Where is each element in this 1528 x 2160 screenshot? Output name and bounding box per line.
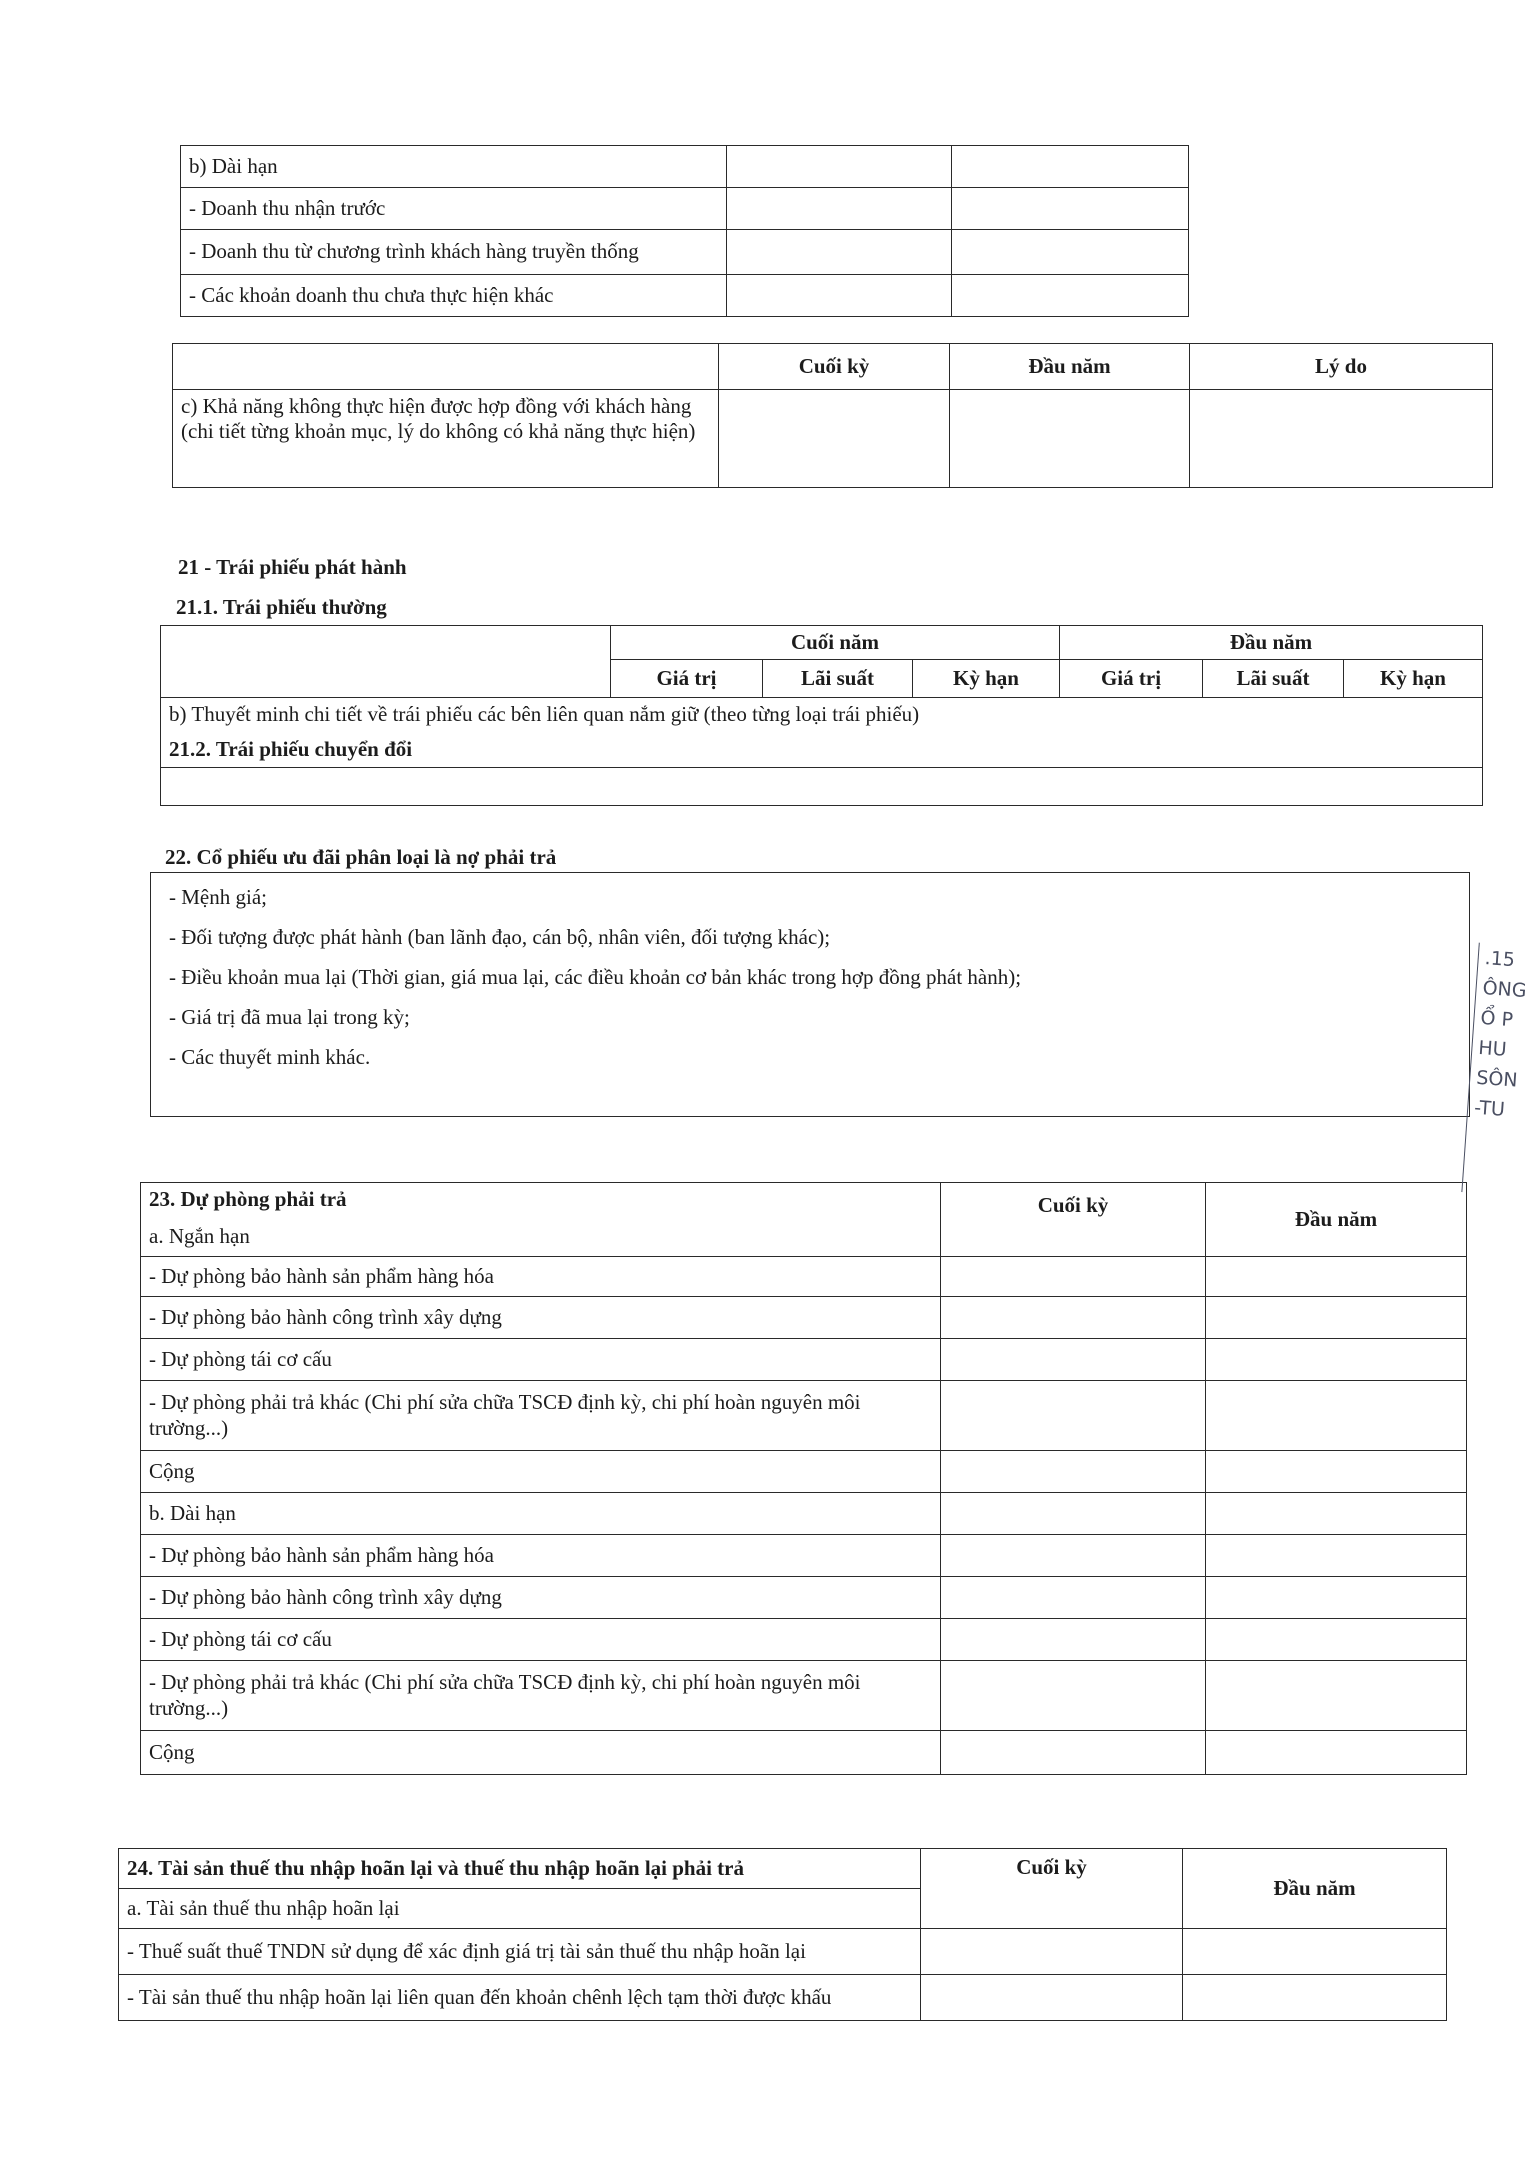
- row-label: Cộng: [141, 1731, 941, 1775]
- section-21-2-title: 21.2. Trái phiếu chuyển đổi: [161, 731, 1483, 767]
- table-row: [141, 1577, 1467, 1619]
- list-item: - Giá trị đã mua lại trong kỳ;: [169, 1005, 410, 1029]
- table-header-row: [141, 1183, 1467, 1217]
- row-label: - Các khoản doanh thu chưa thực hiện khác: [181, 275, 727, 317]
- partial-stamp: .15 ÔNG Ổ P HU SÔN -TU: [1461, 943, 1528, 1198]
- table-row: [141, 1297, 1467, 1339]
- provisions-table: [140, 1182, 1467, 1775]
- row-label: b) Dài hạn: [181, 146, 727, 188]
- row-label: - Dự phòng bảo hành công trình xây dựng: [141, 1297, 941, 1339]
- list-item: - Đối tượng được phát hành (ban lãnh đạo, cán bộ, nhân viên, đối tượng khác);: [169, 925, 831, 949]
- column-header-end: Cuối kỳ: [941, 1183, 1206, 1257]
- row-label: - Thuế suất thuế TNDN sử dụng để xác định giá trị tài sản thuế thu nhập hoãn lại: [119, 1929, 921, 1975]
- row-label: c) Khả năng không thực hiện được hợp đồng với khách hàng (chi tiết từng khoản mục, lý do không có khả năng thực hiện): [173, 390, 719, 488]
- row-label: b. Dài hạn: [141, 1493, 941, 1535]
- section-23-title: 23. Dự phòng phải trả: [141, 1183, 941, 1217]
- table-row: [173, 390, 1493, 488]
- table-header-row: [161, 660, 1483, 698]
- table-header-row: [161, 626, 1483, 660]
- row-label: - Doanh thu nhận trước: [181, 188, 727, 230]
- column-header-end: Cuối kỳ: [719, 344, 950, 390]
- long-term-unearned-revenue-table: [180, 145, 1189, 317]
- table-row: [181, 230, 1189, 275]
- col-rate: Lãi suất: [763, 660, 913, 698]
- column-header-start: Đầu năm: [1206, 1183, 1467, 1257]
- table-row: [141, 1731, 1467, 1775]
- column-header-reason: Lý do: [1190, 344, 1493, 390]
- col-rate: Lãi suất: [1203, 660, 1344, 698]
- table-header-row: [173, 344, 1493, 390]
- col-value: Giá trị: [611, 660, 763, 698]
- table-header-row: [119, 1849, 1447, 1889]
- column-header-end: Cuối kỳ: [921, 1849, 1183, 1929]
- table-row: [141, 1381, 1467, 1451]
- col-term: Kỳ hạn: [913, 660, 1060, 698]
- row-label: - Dự phòng phải trả khác (Chi phí sửa chữa TSCĐ định kỳ, chi phí hoàn nguyên môi trường...): [141, 1661, 941, 1731]
- section-21-1-title: 21.1. Trái phiếu thường: [176, 595, 387, 619]
- section-21-title: 21 - Trái phiếu phát hành: [178, 555, 407, 579]
- section-22-title: 22. Cổ phiếu ưu đãi phân loại là nợ phải trả: [165, 845, 557, 869]
- table-row: [119, 1975, 1447, 2021]
- group-header-end: Cuối năm: [611, 626, 1060, 660]
- column-header-start: Đầu năm: [1183, 1849, 1447, 1929]
- ordinary-bonds-table: [160, 625, 1483, 806]
- column-header-start: Đầu năm: [950, 344, 1190, 390]
- list-item: - Điều khoản mua lại (Thời gian, giá mua lại, các điều khoản cơ bản khác trong hợp đồng phát hành);: [169, 965, 1022, 989]
- list-item: - Các thuyết minh khác.: [169, 1045, 371, 1069]
- deferred-tax-table: [118, 1848, 1447, 2021]
- row-label: a. Tài sản thuế thu nhập hoãn lại: [119, 1889, 921, 1929]
- preferred-shares-box: [150, 872, 1470, 1117]
- table-row: [161, 698, 1483, 732]
- table-row: [181, 188, 1189, 230]
- table-row: [141, 1493, 1467, 1535]
- row-label: - Dự phòng bảo hành sản phẩm hàng hóa: [141, 1535, 941, 1577]
- row-label: Cộng: [141, 1451, 941, 1493]
- col-term: Kỳ hạn: [1344, 660, 1483, 698]
- contract-nonperformance-table: [172, 343, 1493, 488]
- row-label: b) Thuyết minh chi tiết về trái phiếu các bên liên quan nắm giữ (theo từng loại trái phiếu): [161, 698, 1483, 732]
- section-24-title: 24. Tài sản thuế thu nhập hoãn lại và thuế thu nhập hoãn lại phải trả: [119, 1849, 921, 1889]
- row-label: - Tài sản thuế thu nhập hoãn lại liên quan đến khoản chênh lệch tạm thời được khấu: [119, 1975, 921, 2021]
- table-row: [141, 1619, 1467, 1661]
- group-header-start: Đầu năm: [1060, 626, 1483, 660]
- table-row: [119, 1929, 1447, 1975]
- row-label: - Doanh thu từ chương trình khách hàng truyền thống: [181, 230, 727, 275]
- table-row: [161, 731, 1483, 767]
- row-label: - Dự phòng bảo hành công trình xây dựng: [141, 1577, 941, 1619]
- row-label: a. Ngắn hạn: [141, 1217, 941, 1257]
- row-label: - Dự phòng bảo hành sản phẩm hàng hóa: [141, 1257, 941, 1297]
- row-label: - Dự phòng phải trả khác (Chi phí sửa chữa TSCĐ định kỳ, chi phí hoàn nguyên môi trường...): [141, 1381, 941, 1451]
- table-row: [181, 146, 1189, 188]
- table-row: [141, 1535, 1467, 1577]
- table-row: [141, 1661, 1467, 1731]
- table-row: [141, 1257, 1467, 1297]
- table-row: [161, 767, 1483, 805]
- table-row: [181, 275, 1189, 317]
- row-label: - Dự phòng tái cơ cấu: [141, 1619, 941, 1661]
- list-item: - Mệnh giá;: [169, 885, 267, 909]
- col-value: Giá trị: [1060, 660, 1203, 698]
- table-row: [141, 1339, 1467, 1381]
- row-label: - Dự phòng tái cơ cấu: [141, 1339, 941, 1381]
- table-row: [141, 1451, 1467, 1493]
